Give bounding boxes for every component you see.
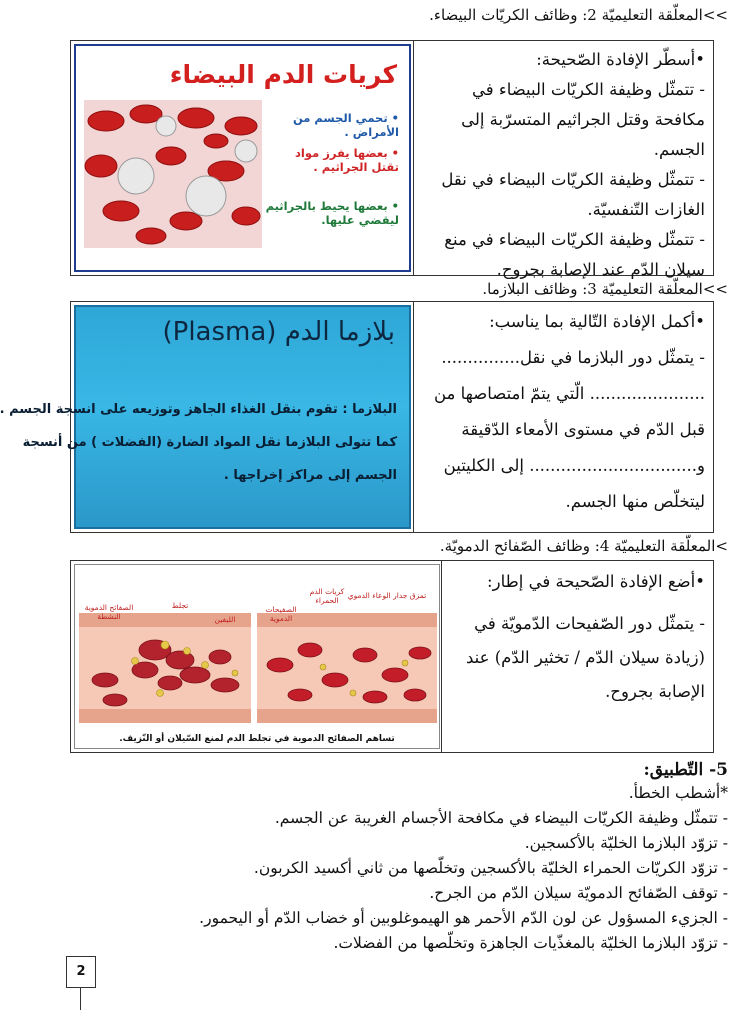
- label-active-platelets: الصفائح الدموية النشطة: [84, 603, 134, 621]
- section3-box: [0, 301, 714, 533]
- section3-text: [413, 302, 713, 532]
- section2-line: - تتمثّل وظيفة الكريّات البيضاء في نقل: [441, 170, 705, 189]
- section3-line: و................................ إلى الكليتين: [443, 456, 705, 475]
- platelets-figure: [71, 561, 443, 752]
- application-item: - تزوّد الكريّات الحمراء الخليّة بالأكسجين وتخلّصها من ثاني أكسيد الكربون.: [253, 859, 728, 877]
- section2-line: - تتمثّل وظيفة الكريّات البيضاء في منع: [444, 230, 705, 249]
- section3-line: ...................... الّتي يتمّ امتصاصها من: [433, 384, 705, 403]
- label-clot: تجلط: [171, 601, 189, 610]
- section2-text: [413, 41, 713, 279]
- application-item: - توقف الصّفائح الدمويّة سيلان الدّم من الجرح.: [429, 884, 728, 902]
- figure-heading: كريات الدم البيضاء: [169, 60, 397, 89]
- application-instruction: *أشطب الخطأ.: [628, 784, 728, 802]
- application-title: 5- التّطبيق:: [643, 760, 728, 780]
- figure-bullet: • بعضها يفرز مواد تقتل الجراثيم .: [295, 146, 399, 174]
- section4-box: [70, 560, 714, 753]
- section3-title: >>المعلّقة التعليميّة 3: وظائف البلازما.: [482, 280, 728, 298]
- section2-line: سيلان الدّم عند الإصابة بجروح.: [496, 260, 705, 279]
- plasma-figure: [0, 302, 414, 532]
- page-number-tick: [80, 988, 81, 1010]
- section2-line: الغازات التّنفسيّة.: [587, 200, 705, 219]
- section4-text: [441, 561, 713, 752]
- application-item: - تزوّد البلازما الخليّة بالأكسجين.: [524, 834, 728, 852]
- section4-line: (زيادة سيلان الدّم / تخثير الدّم) عند: [465, 648, 705, 667]
- section3-line: •أكمل الإفادة التّالية بما يناسب:: [489, 312, 705, 331]
- application-item: - تتمثّل وظيفة الكريّات البيضاء في مكافحة الأجسام الغريبة عن الجسم.: [274, 809, 728, 827]
- plasma-line: كما تتولى البلازما نقل المواد الضارة (الفضلات ) من أنسجة: [22, 435, 397, 450]
- white-blood-cells-figure: [71, 41, 414, 275]
- label-fibrin: الليفين: [214, 615, 236, 624]
- section3-line: قبل الدّم في مستوى الأمعاء الدّقيقة: [461, 420, 705, 439]
- plasma-heading: بلازما الدم (Plasma): [162, 317, 395, 347]
- section3-line: ليتخلّص منها الجسم.: [565, 492, 705, 511]
- plasma-line: البلازما : تقوم بنقل الغذاء الجاهز وتوزيعه على انسجة الجسم .: [0, 402, 397, 417]
- figure-bullet: • تحمي الجسم من الأمراض .: [292, 111, 399, 139]
- section2-line: الجسم.: [653, 140, 705, 159]
- figure-caption: تساهم الصفائح الدموية في تجلط الدم لمنع السّيلان أو النّزيف.: [119, 734, 395, 744]
- section4-line: - يتمثّل دور الصّفيحات الدّمويّة في: [474, 614, 705, 633]
- section2-line: •أسطّر الإفادة الصّحيحة:: [536, 50, 705, 69]
- plasma-description: [0, 393, 397, 492]
- section2-title: >>المعلّقة التعليميّة 2: وظائف الكريّات البيضاء.: [429, 6, 728, 24]
- label-wall-tear: تمزق جدار الوعاء الدموي: [347, 591, 427, 600]
- section2-box: [70, 40, 714, 279]
- application-item: - تزوّد البلازما الخليّة بالمغذّيات الجاهزة وتخلّصها من الفضلات.: [333, 934, 728, 952]
- section4-line: الإصابة بجروح.: [605, 682, 705, 701]
- section4-title: >المعلّقة التعليميّة 4: وظائف الصّفائح الدمويّة.: [439, 537, 728, 555]
- application-item: - الجزيء المسؤول عن لون الدّم الأحمر هو الهيموغلوبين أو خضاب الدّم أو اليحمور.: [199, 909, 728, 927]
- section2-line: - تتمثّل وظيفة الكريّات البيضاء في: [472, 80, 705, 99]
- figure-bullet: • بعضها يحيط بالجراثيم ليقضي عليها.: [265, 199, 399, 227]
- section2-line: مكافحة وقتل الجراثيم المتسرّبة إلى: [461, 110, 705, 129]
- plasma-line: الجسم إلى مراكز إخراجها .: [223, 468, 397, 483]
- page-number: 2: [66, 956, 96, 988]
- label-red-cells: كريات الدم الحمراء: [309, 587, 345, 605]
- section4-line: •أضع الإفادة الصّحيحة في إطار:: [487, 572, 705, 591]
- label-platelets: الصفيحات الدموية: [265, 605, 297, 623]
- section3-line: - يتمثّل دور البلازما في نقل...............: [441, 348, 705, 367]
